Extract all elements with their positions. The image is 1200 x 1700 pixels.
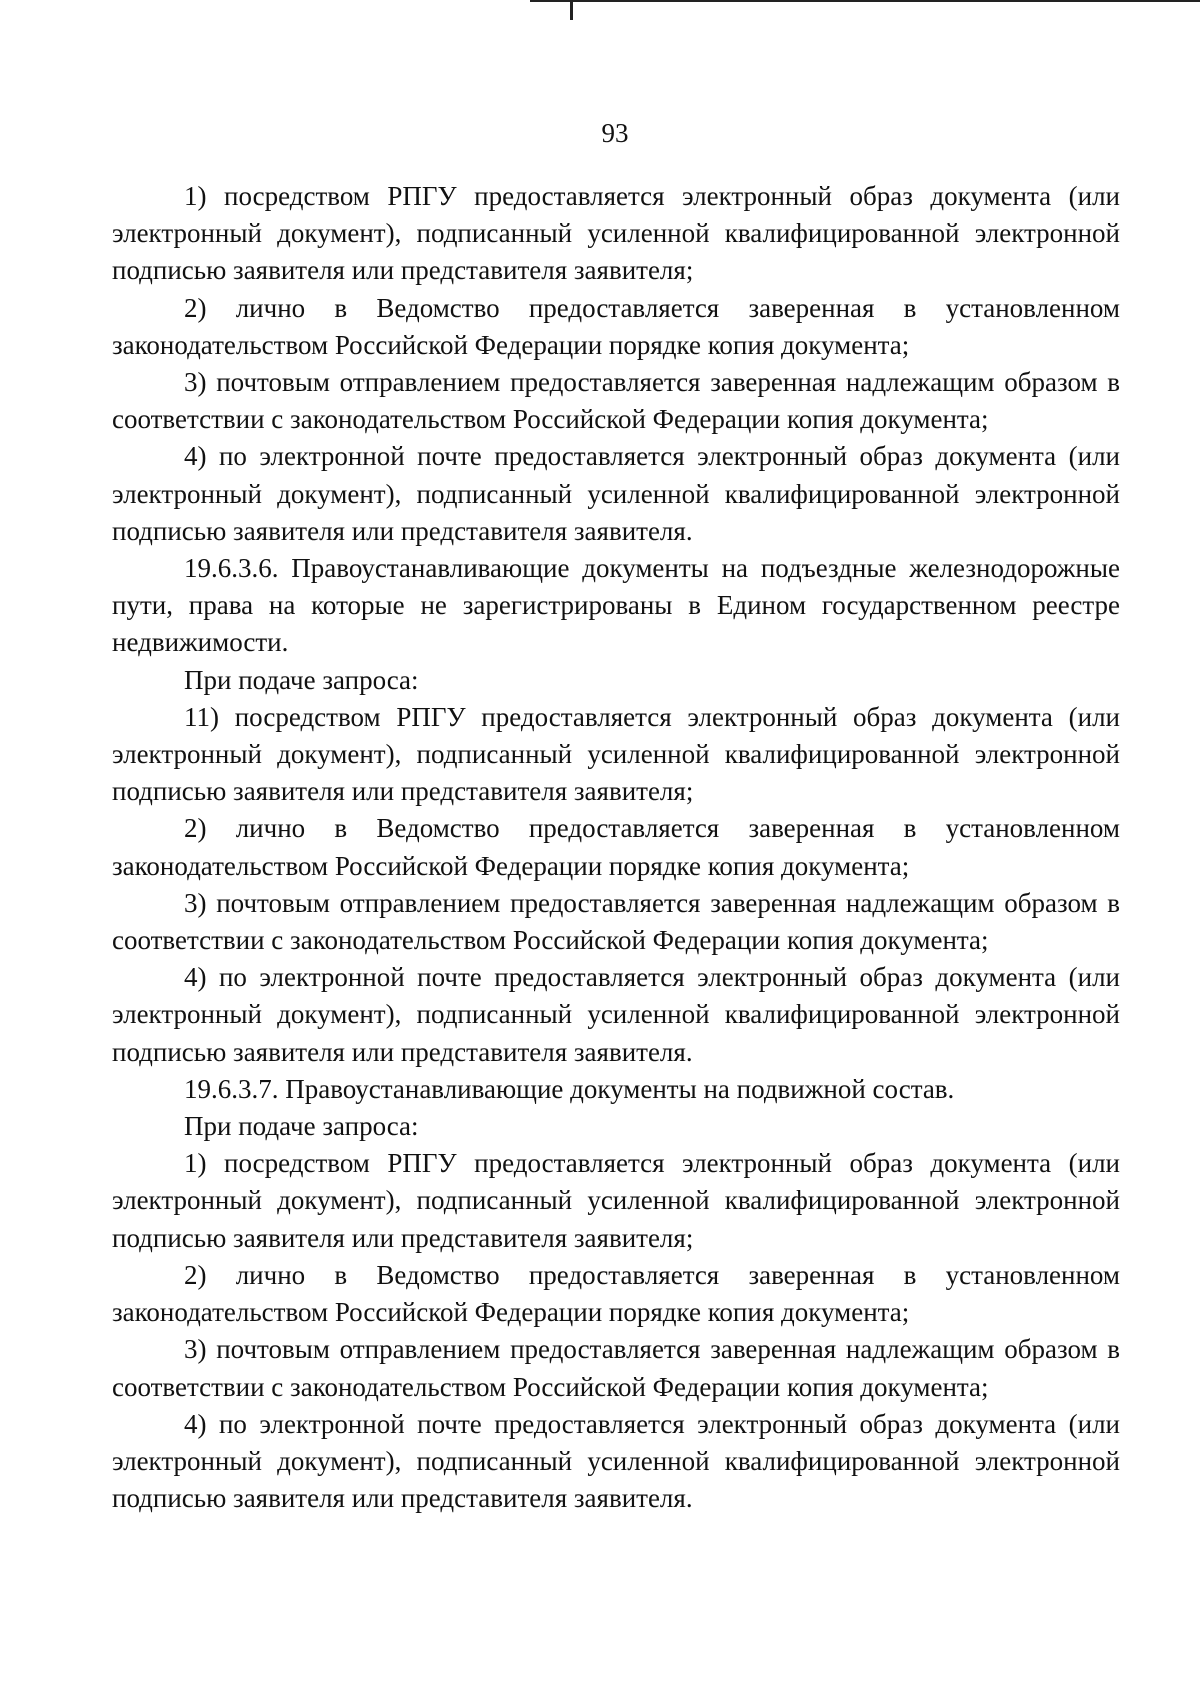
paragraph-3: 3) почтовым отправлением предоставляется заверенная надлежащим образом в соответствии с законодательством Российской Федерации копия документа; <box>112 367 1120 435</box>
paragraph-11: 19.6.3.7. Правоустанавливающие документы на подвижной состав. <box>184 1073 955 1104</box>
paragraph-1: 1) посредством РПГУ предоставляется электронный образ документа (или электронный документ), подписанный усиленной квалифицированной электронной подписью заявителя или представителя заявителя; <box>112 181 1120 286</box>
paragraph-6: При подаче запроса: <box>184 664 419 695</box>
paragraph-9: 3) почтовым отправлением предоставляется заверенная надлежащим образом в соответствии с законодательством Российской Федерации копия документа; <box>112 887 1120 956</box>
paragraph-15: 3) почтовым отправлением предоставляется заверенная надлежащим образом в соответствии с законодательством Российской Федерации копия документа; <box>112 1334 1120 1402</box>
page-number: 93 <box>601 118 629 148</box>
paragraph-13: 1) посредством РПГУ предоставляется электронный образ документа (или электронный документ), подписанный усиленной квалифицированной электронной подписью заявителя или представителя заявителя; <box>112 1148 1120 1253</box>
paragraph-10: 4) по электронной почте предоставляется электронный образ документа (или электронный документ), подписанный усиленной квалифицированной электронной подписью заявителя или представителя заявителя. <box>112 962 1120 1067</box>
paragraph-4: 4) по электронной почте предоставляется электронный образ документа (или электронный документ), подписанный усиленной квалифицированной электронной подписью заявителя или представителя заявителя. <box>112 441 1120 546</box>
paragraph-7: 11) посредством РПГУ предоставляется электронный образ документа (или электронный документ), подписанный усиленной квалифицированной электронной подписью заявителя или представителя заявителя; <box>112 701 1120 807</box>
document-body <box>112 178 1120 1517</box>
paragraph-2: 2) лично в Ведомство предоставляется заверенная в установленном законодательством Российской Федерации порядке копия документа; <box>112 292 1120 360</box>
paragraph-12: При подаче запроса: <box>184 1111 419 1142</box>
paragraph-16: 4) по электронной почте предоставляется электронный образ документа (или электронный документ), подписанный усиленной квалифицированной электронной подписью заявителя или представителя заявителя. <box>112 1408 1120 1514</box>
scan-edge-line <box>530 0 1200 2</box>
paragraph-8: 2) лично в Ведомство предоставляется заверенная в установленном законодательством Российской Федерации порядке копия документа; <box>112 813 1120 881</box>
paragraph-14: 2) лично в Ведомство предоставляется заверенная в установленном законодательством Российской Федерации порядке копия документа; <box>112 1259 1120 1328</box>
scan-edge-mark <box>570 0 573 20</box>
paragraph-5: 19.6.3.6. Правоустанавливающие документы на подъездные железнодорожные пути, права на которые не зарегистрированы в Едином государственном реестре недвижимости. <box>112 553 1120 658</box>
